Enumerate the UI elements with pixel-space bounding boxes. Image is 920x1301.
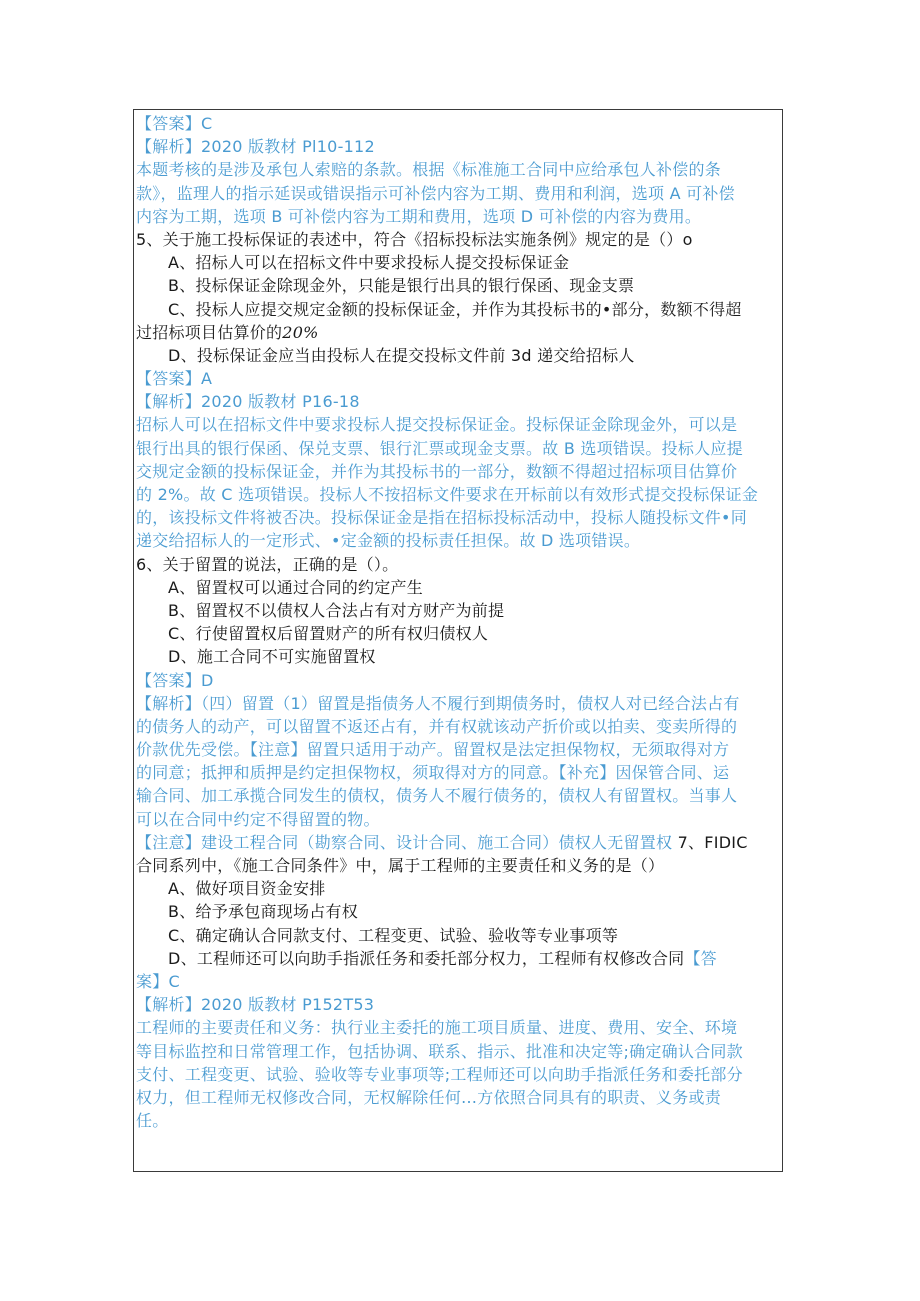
text-line-body: 等目标监控和日常管理工作，包括协调、联系、指示、批准和决定等;确定确认合同款	[136, 1041, 743, 1061]
text-line-body: 案】C	[136, 971, 180, 991]
text-line	[136, 669, 776, 692]
text-line-body: 可以在合同中约定不得留置的物。	[136, 809, 380, 829]
text-line	[136, 970, 776, 993]
text-line-body: 的 2%。故 C 选项错误。投标人不按招标文件要求在开标前以有效形式提交投标保证金	[136, 485, 759, 504]
text-line	[136, 831, 776, 854]
text-line	[136, 924, 776, 947]
text-line	[136, 135, 776, 158]
text-line	[136, 529, 776, 552]
text-line	[136, 1086, 776, 1109]
text-line	[136, 1063, 776, 1086]
text-line	[136, 645, 776, 668]
text-line	[136, 205, 776, 228]
text-line-body: 价款优先受偿。【注意】留置只适用于动产。留置权是法定担保物权，无须取得对方	[136, 740, 730, 760]
text-line-body: 任。	[136, 1111, 169, 1131]
text-line	[136, 483, 776, 506]
text-line-body: 支付、工程变更、试验、验收等专业事项等;工程师还可以向助手指派任务和委托部分	[136, 1064, 743, 1084]
text-line	[136, 715, 776, 738]
text-line-tail: 【答	[684, 948, 717, 968]
text-line-body: 交规定金额的投标保证金，并作为其投标书的一部分，数额不得超过招标项目估算价	[136, 461, 738, 481]
text-line-body: D、施工合同不可实施留置权	[168, 647, 376, 667]
text-line-body: A、留置权可以通过合同的约定产生	[168, 577, 423, 597]
text-line	[136, 413, 776, 436]
text-line	[136, 599, 776, 622]
text-line	[136, 738, 776, 761]
text-line	[136, 947, 776, 970]
text-line	[136, 784, 776, 807]
text-line-body: 工程师的主要责任和义务：执行业主委托的施工项目质量、进度、费用、安全、环境	[136, 1018, 738, 1038]
text-line-body: 招标人可以在招标文件中要求投标人提交投标保证金。投标保证金除现金外，可以是	[136, 415, 738, 435]
text-line-body: C、行使留置权后留置财产的所有权归债权人	[168, 624, 489, 644]
text-line	[136, 576, 776, 599]
text-line-body: 的，该投标文件将被否决。投标保证金是指在招标投标活动中，投标人随投标文件•同	[136, 508, 747, 528]
text-line	[136, 437, 776, 460]
text-line-body: 内容为工期，选项 B 可补偿内容为工期和费用，选项 D 可补偿的内容为费用。	[136, 206, 702, 226]
text-line-body: 本题考核的是涉及承包人索赔的条款。根据《标准施工合同中应给承包人补偿的条	[136, 160, 722, 180]
text-line	[136, 251, 776, 274]
text-line	[136, 182, 776, 205]
text-line	[136, 900, 776, 923]
text-line	[136, 321, 776, 344]
text-line-body: B、投标保证金除现金外，只能是银行出具的银行保函、现金支票	[168, 276, 635, 296]
text-line-body: 款》，监理人的指示延误或错误指示可补偿内容为工期、费用和利润，选项 A 可补偿	[136, 183, 735, 203]
text-line	[136, 622, 776, 645]
text-line	[136, 112, 776, 135]
text-line	[136, 1040, 776, 1063]
text-line	[136, 877, 776, 900]
text-line-body: 6、关于留置的说法，正确的是（）。	[136, 554, 399, 574]
text-line-body: 递交给招标人的一定形式、•定金额的投标责任担保。故 D 选项错误。	[136, 531, 641, 551]
text-line	[136, 506, 776, 529]
text-line-body: 的债务人的动产，可以留置不返还占有，并有权就该动产折价或以拍卖、变卖所得的	[136, 716, 738, 736]
text-line-body: 合同系列中，《施工合同条件》中，属于工程师的主要责任和义务的是（）	[136, 856, 665, 875]
text-line	[136, 367, 776, 390]
text-line-body: 【注意】建设工程合同（勘察合同、设计合同、施工合同）债权人无留置权	[136, 832, 673, 852]
text-line-body: 【解析】（四）留置（1）留置是指债务人不履行到期债务时，债权人对已经合法占有	[136, 693, 740, 713]
text-line	[136, 1016, 776, 1039]
text-line-body: 权力，但工程师无权修改合同，无权解除任何…方依照合同具有的职责、义务或责	[136, 1087, 722, 1107]
text-line	[136, 460, 776, 483]
text-line-body: D、投标保证金应当由投标人在提交投标文件前 3d 递交给招标人	[168, 345, 635, 365]
text-line-body: 5、关于施工投标保证的表述中，符合《招标投标法实施条例》规定的是（）o	[136, 229, 693, 249]
text-line-tail: 7、FIDIC	[672, 832, 748, 852]
text-line	[136, 808, 776, 831]
text-line-body: D、工程师还可以向助手指派任务和委托部分权力，工程师有权修改合同	[168, 948, 685, 968]
text-line	[136, 158, 776, 181]
text-line	[136, 553, 776, 576]
text-line	[136, 298, 776, 321]
text-line-body: B、给予承包商现场占有权	[168, 902, 358, 922]
text-line	[136, 854, 776, 877]
text-line	[136, 692, 776, 715]
text-line-body: 【答案】A	[136, 369, 213, 389]
text-line-body: B、留置权不以债权人合法占有对方财产为前提	[168, 600, 505, 620]
text-line-body: A、招标人可以在招标文件中要求投标人提交投标保证金	[168, 253, 570, 273]
text-line-body: C、确定确认合同款支付、工程变更、试验、验收等专业事项等	[168, 925, 619, 945]
text-line-body: 【答案】C	[136, 114, 213, 133]
text-line-body: 过招标项目估算价的	[136, 322, 283, 342]
text-line	[136, 390, 776, 413]
text-line-body: 输合同、加工承揽合同发生的债权，债务人不履行债务的，债权人有留置权。当事人	[136, 786, 738, 806]
text-line-body: 【解析】2020 版教材 P16-18	[136, 392, 360, 412]
text-line-body: 银行出具的银行保函、保兑支票、银行汇票或现金支票。故 B 选项错误。投标人应提	[136, 438, 743, 458]
text-line-tail: 20%	[282, 322, 319, 342]
text-line	[136, 993, 776, 1016]
document-content	[136, 112, 776, 1132]
text-line	[136, 228, 776, 251]
text-line-body: 【解析】2020 版教材 Pl10-112	[136, 137, 375, 157]
text-line	[136, 344, 776, 367]
text-line-body: 的同意；抵押和质押是约定担保物权，须取得对方的同意。【补充】因保管合同、运	[136, 763, 730, 783]
text-line-body: C、投标人应提交规定金额的投标保证金，并作为其投标书的•部分，数额不得超	[168, 299, 742, 319]
text-line-body: A、做好项目资金安排	[168, 879, 326, 899]
text-line-body: 【答案】D	[136, 670, 214, 690]
text-line	[136, 274, 776, 297]
text-line-body: 【解析】2020 版教材 P152T53	[136, 995, 375, 1015]
text-line	[136, 761, 776, 784]
text-line	[136, 1109, 776, 1132]
